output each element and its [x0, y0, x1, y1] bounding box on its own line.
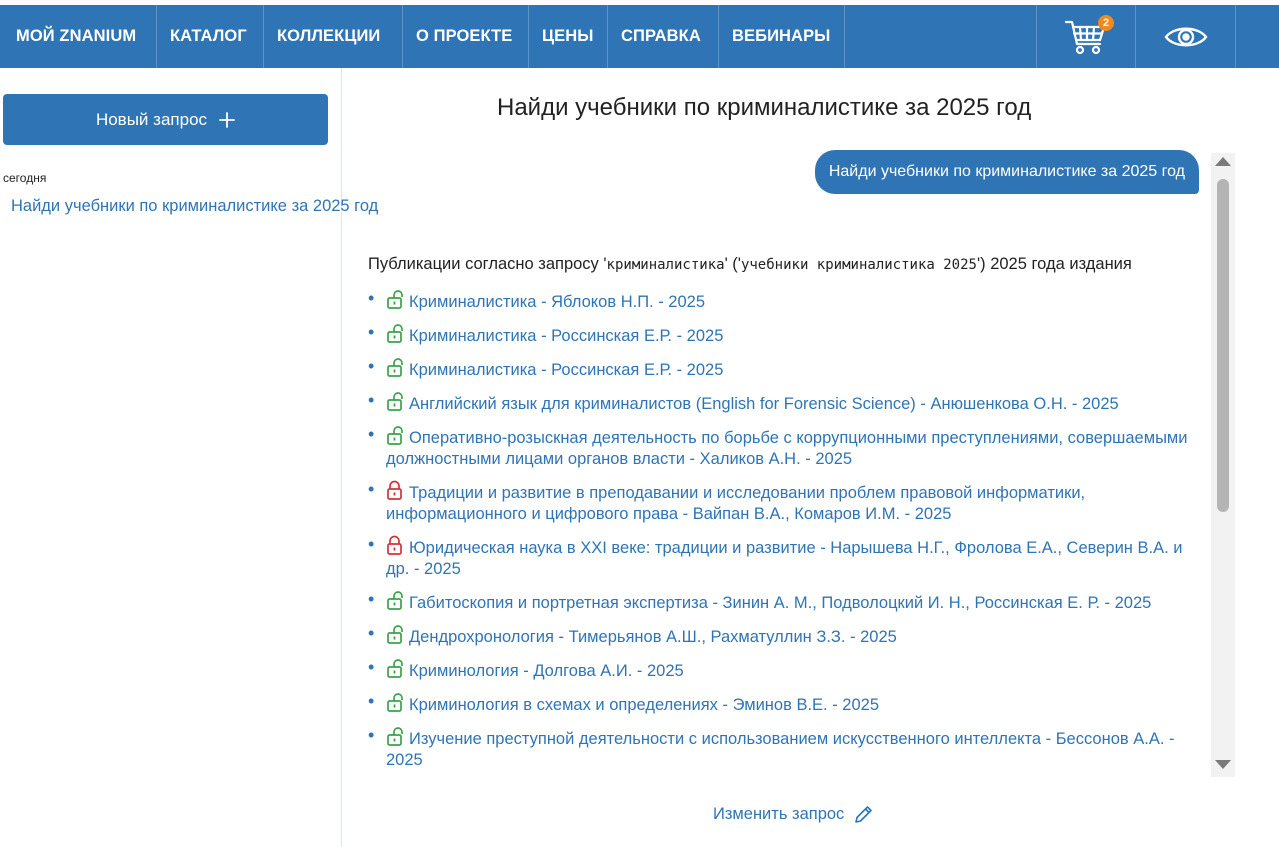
result-link[interactable]: Габитоскопия и портретная экспертиза - Зинин А. М., Подволоцкий И. Н., Россинская Е. Р. - 2025	[409, 594, 1152, 612]
lock-open-icon	[386, 392, 404, 411]
nav-catalog[interactable]	[157, 5, 264, 68]
intro-mid: ' ('	[724, 255, 741, 273]
bullet-icon: •	[368, 390, 375, 410]
pencil-icon	[854, 805, 873, 824]
nav-label: О ПРОЕКТЕ	[416, 27, 513, 45]
new-query-button[interactable]	[3, 94, 328, 145]
nav-label: ЦЕНЫ	[542, 27, 594, 45]
edit-query-button[interactable]	[713, 805, 873, 824]
intro-term: криминалистика	[606, 257, 725, 273]
assistant-answer	[368, 254, 1204, 782]
bullet-icon: •	[368, 534, 375, 554]
bullet-icon: •	[368, 657, 375, 677]
result-link[interactable]: Оперативно-розыскная деятельность по борьбе с коррупционными преступлениями, совершаемыми должностными лицами органов власти - Халиков А.Н. - 2025	[386, 429, 1188, 468]
nav-about[interactable]	[403, 5, 529, 68]
cart-button[interactable]	[1036, 5, 1135, 68]
lock-open-icon	[386, 659, 404, 678]
result-link[interactable]: Юридическая наука в XXI веке: традиции и развитие - Нарышева Н.Г., Фролова Е.А., Северин В.А. и др. - 2025	[386, 539, 1183, 578]
lock-open-icon	[386, 426, 404, 445]
lock-closed-icon	[386, 481, 404, 500]
nav-collections[interactable]	[264, 5, 403, 68]
result-link[interactable]: Дендрохронология - Тимерьянов А.Ш., Рахматуллин З.З. - 2025	[409, 628, 897, 646]
nav-label: КАТАЛОГ	[170, 27, 247, 45]
bullet-icon: •	[368, 623, 375, 643]
intro-prefix: Публикации согласно запросу '	[368, 255, 607, 273]
result-item	[368, 426, 1204, 470]
nav-right-group	[1036, 5, 1279, 68]
accessibility-button[interactable]	[1135, 5, 1235, 68]
result-item	[368, 693, 1204, 716]
result-link[interactable]: Криминология - Долгова А.И. - 2025	[409, 662, 684, 680]
nav-prices[interactable]	[529, 5, 608, 68]
result-link[interactable]: Криминология в схемах и определениях - Эминов В.Е. - 2025	[409, 696, 879, 714]
result-item	[368, 392, 1204, 415]
result-link[interactable]: Изучение преступной деятельности с использованием искусственного интеллекта - Бессонов А.А. - 2025	[386, 730, 1175, 769]
lock-closed-icon	[386, 536, 404, 555]
scroll-down-arrow-icon[interactable]	[1215, 760, 1231, 769]
page-title: Найди учебники по криминалистике за 2025 год	[497, 94, 1032, 121]
intro-suffix: ') 2025 года издания	[976, 255, 1132, 273]
nav-label: МОЙ ZNANIUM	[16, 27, 137, 45]
result-item	[368, 358, 1204, 381]
nav-label: ВЕБИНАРЫ	[732, 27, 831, 45]
bullet-icon: •	[368, 589, 375, 609]
result-item	[368, 324, 1204, 347]
result-item	[368, 659, 1204, 682]
lock-open-icon	[386, 358, 404, 377]
history-group-today: сегодня	[3, 171, 47, 185]
edit-query-label: Изменить запрос	[713, 805, 845, 823]
results-list	[368, 290, 1204, 771]
result-link[interactable]: Криминалистика - Яблоков Н.П. - 2025	[409, 293, 706, 311]
lock-open-icon	[386, 324, 404, 343]
bullet-icon: •	[368, 725, 375, 745]
nav-webinars[interactable]	[719, 5, 845, 68]
answer-intro	[368, 254, 1204, 276]
bullet-icon: •	[368, 691, 375, 711]
scroll-up-arrow-icon[interactable]	[1215, 157, 1231, 166]
lock-open-icon	[386, 290, 404, 309]
result-item	[368, 290, 1204, 313]
bullet-icon: •	[368, 356, 375, 376]
result-link[interactable]: Криминалистика - Россинская Е.Р. - 2025	[409, 327, 724, 345]
nav-label: СПРАВКА	[621, 27, 701, 45]
user-message: Найди учебники по криминалистике за 2025 год	[815, 150, 1199, 194]
sidebar	[0, 68, 379, 847]
result-item	[368, 727, 1204, 771]
bullet-icon: •	[368, 288, 375, 308]
result-link[interactable]: Английский язык для криминалистов (English for Forensic Science) - Анюшенкова О.Н. - 2025	[409, 395, 1119, 413]
lock-open-icon	[386, 693, 404, 712]
plus-icon	[219, 112, 235, 128]
result-item	[368, 591, 1204, 614]
bullet-icon: •	[368, 424, 375, 444]
result-item	[368, 536, 1204, 580]
nav-my-znanium[interactable]	[0, 5, 157, 68]
scrollbar-thumb[interactable]	[1217, 179, 1229, 512]
intro-query: учебники криминалистика 2025	[740, 257, 977, 273]
result-item	[368, 481, 1204, 525]
lock-open-icon	[386, 591, 404, 610]
chat-scrollbar[interactable]	[1211, 153, 1235, 777]
lock-open-icon	[386, 727, 404, 746]
lock-open-icon	[386, 625, 404, 644]
top-navigation	[0, 5, 1279, 68]
history-item[interactable]: Найди учебники по криминалистике за 2025 год	[11, 197, 379, 215]
bullet-icon: •	[368, 322, 375, 342]
result-link[interactable]: Криминалистика - Россинская Е.Р. - 2025	[409, 361, 724, 379]
nav-spacer	[1235, 5, 1279, 68]
nav-label: КОЛЛЕКЦИИ	[277, 27, 381, 45]
result-link[interactable]: Традиции и развитие в преподавании и исследовании проблем правовой информатики, информационного и цифрового права - Вайпан В.А., Комаров И.М. - 2025	[386, 484, 1086, 523]
result-item	[368, 625, 1204, 648]
nav-help[interactable]	[608, 5, 719, 68]
eye-icon	[1164, 24, 1208, 50]
bullet-icon: •	[368, 479, 375, 499]
chat-area	[342, 148, 1235, 778]
new-query-label: Новый запрос	[95, 109, 208, 129]
cart-count-badge: 2	[1098, 15, 1114, 31]
